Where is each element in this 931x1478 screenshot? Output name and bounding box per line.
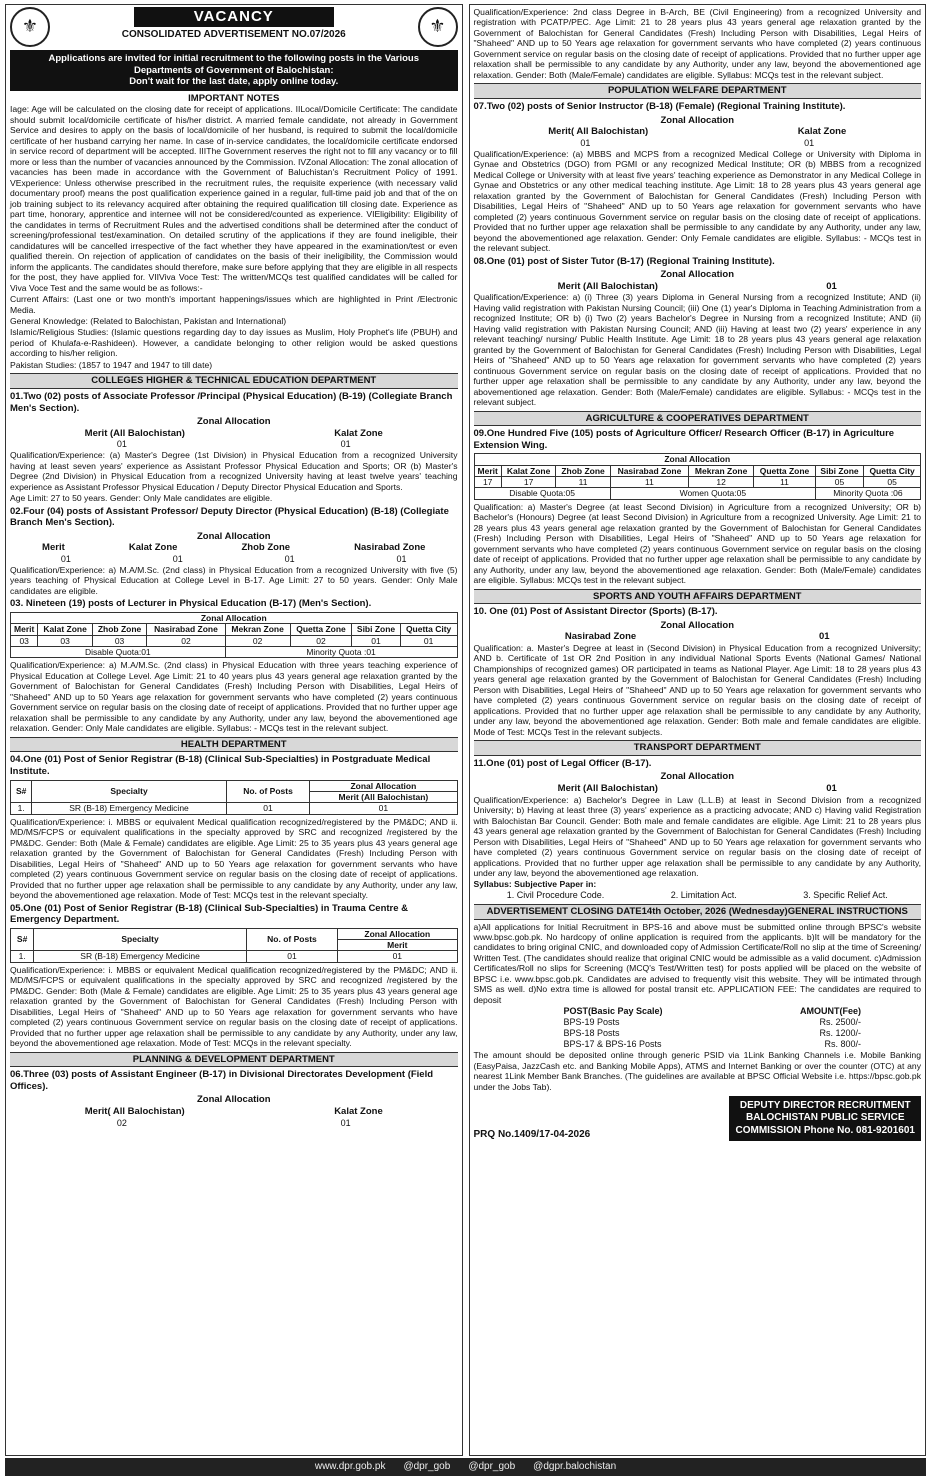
zonal-label: Zonal Allocation xyxy=(196,416,271,428)
zone-col: Nasirabad Zone xyxy=(564,631,637,643)
facebook-handle[interactable]: @dgpr.balochistan xyxy=(533,1460,617,1472)
signature-box: DEPUTY DIRECTOR RECRUITMENT BALOCHISTAN PUBLIC SERVICE COMMISSION Phone No. 081-9201601 xyxy=(729,1096,921,1141)
zone-col: Kalat Zone xyxy=(797,126,847,138)
table-header: Sibi Zone xyxy=(815,465,863,476)
table-header: Sibi Zone xyxy=(352,624,400,635)
table-header: Nasirabad Zone xyxy=(610,465,688,476)
intro-banner: Applications are invited for initial recruitment to the following posts in the Various Departments of Government of Balochistan: Don't wait for the last date, apply online today. xyxy=(10,50,458,91)
table-header: Quetta City xyxy=(400,624,457,635)
zone-val: 01 xyxy=(396,554,407,565)
post-09-zone-table xyxy=(474,453,922,499)
table-cell: 01 xyxy=(400,635,457,646)
post-07-title: 07.Two (02) posts of Senior Instructor (B-18) (Female) (Regional Training Institute). xyxy=(473,100,846,112)
table-cell: 12 xyxy=(689,477,754,488)
post-09-qualification: Qualification: a) Master's Degree (at least Second Division) in Agriculture from a recognized University; OR b) Bachelor's (Honours) Degree (at least Second Division) in Agriculture from a recognized University. Age Limit: 21 to 28 years plus 43 years general age relaxation granted by the Government of Balochistan for General Candidates (Fresh) Including Person with Disabilities, Legal Heirs of "Shaheed" AND up to 50 Years age relaxation for government servants who have completed (2) years continuous Government service on regular basis on the closing date of receipt of applications. Provided that no further upper age relaxation shall be permissible to any candidate by any Authority, under any law, beyond the abovementioned age relaxation. Gender: Both (Male/Female) candidates are eligible. Syllabus: MCQs test in the relevant subject. xyxy=(473,501,921,586)
table-cell: 02 xyxy=(225,635,290,646)
table-header: Specialty xyxy=(34,928,247,951)
fee-row: BPS-17 & BPS-16 Posts Rs. 800/- xyxy=(563,1039,861,1050)
post-01-age: Age Limit: 27 to 50 years. Gender: Only Male candidates are eligible. xyxy=(10,493,273,504)
social-footer xyxy=(5,1458,926,1476)
post-03-qualification: Qualification/Experience: a) M.A/M.Sc. (2nd class) in Physical Education with three years teaching experience of Physical Education at College Level. Age Limit: 21 to 40 years plus 43 years general age relaxation granted by the Government of Balochistan for General Candidates (Fresh) Including Person with Disabilities, Legal Heirs of "Shaheed" AND up to 50 Years age relaxation for government servants who have completed (2) years continuous Government service on regular basis on the closing date of receipt of applications. Provided that no further upper age relaxation shall be permissible to any candidate by any Authority, under any law, beyond the abovementioned age relaxation. Gender: Only Male candidates are eligible. Syllabus: - MCQs test in the relevant subject. xyxy=(10,660,458,734)
zonal-label: Zonal Allocation xyxy=(196,530,271,542)
dept-agriculture: AGRICULTURE & COOPERATIVES DEPARTMENT xyxy=(474,411,922,427)
fee-header: POST(Basic Pay Scale) AMOUNT(Fee) xyxy=(563,1006,861,1017)
zonal-label: Zonal Allocation xyxy=(660,269,735,281)
zone-val: 01 xyxy=(284,554,295,565)
table-cell: SR (B-18) Emergency Medicine xyxy=(34,951,247,962)
table-header: Zhob Zone xyxy=(92,624,146,635)
zone-col: Kalat Zone xyxy=(334,1105,383,1117)
zone-col: Merit( All Balochistan) xyxy=(548,126,649,138)
dept-sports: SPORTS AND YOUTH AFFAIRS DEPARTMENT xyxy=(474,589,922,605)
table-cell: 03 xyxy=(38,635,92,646)
table-header: Quetta Zone xyxy=(290,624,352,635)
notes-general-knowledge: General Knowledge: (Related to Balochistan, Pakistan and International) xyxy=(10,316,287,326)
notes-body: Iage: Age will be calculated on the closing date for receipt of applications. IILocal/Domicile Certificate: The candidate should submit local/domicile certificate of his/her district. A married female candidate, not already in Government Service and desires to apply on the basis of local/domicile of her husband, is required to submit the local/domicile certificate of her husband carrying her name. In case of in-service candidates, the local/domicile certificate endorsed in service record of department will be accepted. IIIThe Government reserves the right not to fill any vacancy or to fill more or less than the number of vacancies announced by the Commission. IVZonal Allocation: The zonal allocation of vacancies has been made in accordance with the Government of Baluchistan's Recruitment Policy of 1991. VExperience: Unless otherwise prescribed in the recruitment rules, the requisite experience (with necessary valid documentary proof) means the post qualification experience gained in a regular, full-time paid job and that of the on job training subject to its relevancy acquired after obtaining the required qualification till closing date. Experience as part time, honorary, apprentice and internee will not be considered/counted as experience. VIEligibility: Eligibility of the candidates in terms of Recruitment Rules and the advertised conditions shall be determined after the conduct of screening/professional test/examination. On detailed scrutiny of the applications if they are found ineligible, their candidatures will be cancelled irrespective of the fact whether they have appeared in the examination/test or even qualified therein. On rejection of application of candidates on the basis of their ineligibility, the Commission would inform the applicants. The candidates should therefore, make sure before applying that they are eligible in all respects for the post, they have applied for. VIIViva Voce Test: The written/MCQs test qualified candidates will be called for Viva Voce Test and the same would be as follows:- xyxy=(10,104,458,293)
table-header: Kalat Zone xyxy=(501,465,555,476)
table-header: Zonal Allocation xyxy=(310,780,457,791)
dept-transport: TRANSPORT DEPARTMENT xyxy=(474,740,922,756)
table-header: Quetta Zone xyxy=(754,465,816,476)
table-cell: 02 xyxy=(290,635,352,646)
notes-pakistan-studies: Pakistan Studies: (1857 to 1947 and 1947 to till date) xyxy=(10,359,213,370)
quota-cell: Disable Quota:01 xyxy=(11,647,226,658)
zonal-label: Zonal Allocation xyxy=(474,454,921,465)
post-01-qualification: Qualification/Experience: (a) Master's Degree (1st Division) in Physical Education from a recognized University having at least seven years' experience as Assistant Professor Physical Education and Sports; OR (b) Master's Degree (2nd Division) in Physical Education from a recognized University having at least twelve years' teaching experience as Assistant Professor Physical Education / Deputy Director Physical Education and Sports. xyxy=(10,450,458,492)
table-cell: 01 xyxy=(310,803,457,814)
post-06-title: 06.Three (03) posts of Assistant Engineer (B-17) in Divisional Directorates Development (Field Offices). xyxy=(10,1069,434,1092)
twitter-handle[interactable]: @dpr_gob xyxy=(403,1460,451,1472)
table-cell: 03 xyxy=(11,635,38,646)
zone-val: 01 xyxy=(172,554,183,565)
zone-col: Merit (All Balochistan) xyxy=(557,280,658,292)
table-cell: 01 xyxy=(338,951,457,962)
instagram-handle[interactable]: @dpr_gob xyxy=(468,1460,516,1472)
table-header: Specialty xyxy=(32,780,227,803)
table-cell: 1. xyxy=(11,803,32,814)
vacancy-title: VACANCY xyxy=(134,7,334,27)
table-header: S# xyxy=(11,928,34,951)
notes-current-affairs: Current Affairs: (Last one or two month's important happenings/issues which are highlighted in Print /Electronic Media. xyxy=(10,294,458,315)
post-06-qualification: Qualification/Experience: 2nd class Degree in B-Arch, BE (Civil Engineering) from a recognized University and registration with PCATP/PEC. Age Limit: 21 to 28 years plus 43 years general age relaxation granted by the Government of Balochistan for General Candidates (Fresh) Including Person with Disabilities, Legal Heirs of "Shaheed" AND up to 50 Years age relaxation for government servants who have completed (2) years continuous Government service on regular basis on the closing date of receipt of applications. Provided that no further upper age relaxation shall be permissible to any candidate by any Authority, under any law, beyond the abovementioned age relaxation. Gender: Both (Male/Female) candidates are eligible. Syllabus: MCQs test in the relevant subject. xyxy=(473,7,921,80)
table-header: Quetta City xyxy=(864,465,921,476)
post-08-title: 08.One (01) post of Sister Tutor (B-17) (Regional Training Institute). xyxy=(473,255,775,267)
table-header: Merit xyxy=(474,465,501,476)
zone-col: Kalat Zone xyxy=(334,427,383,439)
post-04-table xyxy=(10,780,458,815)
table-cell: 17 xyxy=(474,477,501,488)
zone-col: Merit( All Balochistan) xyxy=(84,1105,185,1117)
zone-val: 01 xyxy=(580,137,591,148)
zone-col: Nasirabad Zone xyxy=(354,542,426,554)
zonal-label: Zonal Allocation xyxy=(11,613,458,624)
zone-col: Merit (All Balochistan) xyxy=(557,783,658,795)
table-cell: 11 xyxy=(754,477,816,488)
table-cell: 05 xyxy=(815,477,863,488)
table-header: Merit xyxy=(338,940,457,951)
post-02-title: 02.Four (04) posts of Assistant Professor/ Deputy Director (Physical Education) (B-18) (Collegiate Branch Men's Section). xyxy=(10,505,449,529)
right-column xyxy=(469,4,927,1456)
table-cell: 17 xyxy=(501,477,555,488)
zone-val: 01 xyxy=(340,439,351,450)
quota-cell: Minority Quota :01 xyxy=(225,647,457,658)
subject-item: 2. Limitation Act. xyxy=(670,889,737,900)
table-header: Kalat Zone xyxy=(38,624,92,635)
quota-cell: Women Quota:05 xyxy=(610,488,815,499)
post-09-title: 09.One Hundred Five (105) posts of Agriculture Officer/ Research Officer (B-17) in Agriculture Extension Wing. xyxy=(473,428,895,451)
post-10-title: 10. One (01) Post of Assistant Director (Sports) (B-17). xyxy=(473,606,718,618)
dept-planning: PLANNING & DEVELOPMENT DEPARTMENT xyxy=(10,1052,458,1068)
syllabus-label: Syllabus: Subjective Paper in: xyxy=(473,879,597,890)
advert-header xyxy=(10,7,458,47)
closing-date-banner: ADVERTISEMENT CLOSING DATE14th October, 2026 (Wednesday)GENERAL INSTRUCTIONS xyxy=(474,904,922,920)
table-header: Mekran Zone xyxy=(225,624,290,635)
table-cell: SR (B-18) Emergency Medicine xyxy=(32,803,227,814)
zone-val: 01 xyxy=(826,783,837,795)
fee-row: BPS-18 Posts Rs. 1200/- xyxy=(563,1028,861,1039)
zone-val: 01 xyxy=(819,631,830,643)
dept-population: POPULATION WELFARE DEPARTMENT xyxy=(474,83,922,99)
post-02-qualification: Qualification/Experience: a) M.A/M.Sc. (2nd class) in Physical Education from a recognized University with five (5) years teaching of Physical Education at College Level in B-17. Age Limit: 27 to 50 years. Gender: Only Male candidates are eligible. xyxy=(10,564,458,596)
prq-number: PRQ No.1409/17-04-2026 xyxy=(473,1128,591,1140)
quota-cell: Minority Quota :06 xyxy=(815,488,920,499)
table-header: Merit xyxy=(11,624,38,635)
subject-item: 1. Civil Procedure Code. xyxy=(506,889,605,900)
table-cell: 01 xyxy=(352,635,400,646)
notes-title: IMPORTANT NOTES xyxy=(188,92,280,104)
dept-colleges: COLLEGES HIGHER & TECHNICAL EDUCATION DEPARTMENT xyxy=(10,373,458,389)
zone-val: 01 xyxy=(804,137,815,148)
zone-val: 01 xyxy=(116,439,127,450)
post-01-title: 01.Two (02) posts of Associate Professor /Principal (Physical Education) (B-19) (Collegiate Branch Men's Section). xyxy=(10,391,453,414)
table-header: No. of Posts xyxy=(246,928,337,951)
fee-row: BPS-19 Posts Rs. 2500/- xyxy=(563,1017,861,1028)
post-05-title: 05.One (01) Post of Senior Registrar (B-18) (Clinical Sub-Specialties) in Trauma Centre & Emergency Department. xyxy=(10,902,409,926)
footer-area xyxy=(474,1096,922,1141)
table-header: Nasirabad Zone xyxy=(147,624,225,635)
table-header: S# xyxy=(11,780,32,803)
post-10-qualification: Qualification: a. Master's Degree at least in (Second Division) in Physical Education from a recognized University; AND b. Certificate of 1st OR 2nd Position in any individual National Sports Events (National Games/ National Championships of recognized games) OR participated in teams as National Player. Age Limit: 18 to 28 years plus 43 years general age relaxation granted by the Government of Balochistan for General Candidates (Fresh) Including Person with Disabilities, Legal Heirs of "Shaheed" AND up to 50 Years age relaxation for government servants who have completed (2) years continuous Government service on regular basis on the closing date of receipt of applications. Provided that no further upper age relaxation shall be permissible to any candidate by any Authority, under any law, beyond the abovementioned age relaxation. Gender: Both male and female candidates are eligible. Mode of Test: MCQs Test in the relevant subjects. xyxy=(473,642,921,737)
zone-col: Kalat Zone xyxy=(128,542,178,554)
table-cell: 1. xyxy=(11,951,34,962)
table-header: Zonal Allocation xyxy=(338,928,457,939)
post-03-title: 03. Nineteen (19) posts of Lecturer in Physical Education (B-17) (Men's Section). xyxy=(10,598,372,610)
table-cell: 05 xyxy=(864,477,921,488)
zonal-label: Zonal Allocation xyxy=(660,619,735,631)
payment-instructions: The amount should be deposited online through generic PSID via 1Link Banking Channels i.e. Mobile Banking (EasyPaisa, JazzCash etc. and Banking Mobile Apps), ATMS and Internet Banking or over the counter (OTC) at any nearest 1Link Member Bank Branches. (The guidelines are available at BPSC Official Website i.e. https://bpsc.gob.pk under the Jobs Tab). xyxy=(473,1050,921,1092)
dept-health: HEALTH DEPARTMENT xyxy=(10,737,458,753)
bpsc-emblem-icon: ⚜ xyxy=(418,7,458,47)
table-header: No. of Posts xyxy=(226,780,309,803)
table-cell: 02 xyxy=(147,635,225,646)
post-04-qualification: Qualification/Experience: i. MBBS or equivalent Medical qualification recognized/registered by the PM&DC; AND ii. MD/MS/FCPS or equivalent qualifications in the specialty approved by SRC and recognized /registered by the PM&DC. Gender: Both (Male & Female) candidates are eligible. Age Limit: 25 to 35 years plus 43 years general age relaxation granted by the Government of Balochistan for General Candidates (Fresh) Including Person with Disabilities, Legal Heirs of "Shaheed" AND up to 50 Years age relaxation for government servants who have completed (2) years continuous Government service on regular basis on the closing date of receipt of applications. Provided that no further upper age relaxation shall be permissible to any candidate by any Authority, under any law, beyond the abovementioned age relaxation. Mode of Test: MCQs test in the relevant specialty. xyxy=(10,816,458,901)
post-05-table xyxy=(10,928,458,963)
general-instructions: a)All applications for Initial Recruitment in BPS-16 and above must be submitted online through BPSC's website www.bpsc.gob.pk. No hardcopy of online application is required from the applicants. b)It will be mandatory for the candidates to bring original CNIC, and downloaded copy of Admission Certificate/Roll no slip at the time of Screening/ Written Test. (The candidates should realize that original CNIC would be admissible as a valid document. c)Admission Certificates/Roll no slips for Screening (MCQ's Test/Written test) for posts applied will be placed on the website of BPSC i.e. www.bpsc.gob.pk. Candidates are advised to frequently visit this website. They will be intimated through SMS as well. d)No extra time is allowed for postal transit etc. APPLICATION FEE: The candidates are required to deposit xyxy=(473,921,921,1005)
post-04-title: 04.One (01) Post of Senior Registrar (B-18) (Clinical Sub-Specialties) in Postgraduate Medical Institute. xyxy=(10,754,431,777)
zonal-label: Zonal Allocation xyxy=(660,771,735,783)
notes-islamic-studies: Islamic/Religious Studies: (Islamic questions regarding day to day issues as Muslim, Holy Prophet's life (PBUH) and period of Khulafa-e-Rashideen). However, a candidate belonging to other religion would be asked questions according to his/her religion. xyxy=(10,327,458,359)
table-cell: 11 xyxy=(556,477,610,488)
table-cell: 03 xyxy=(92,635,146,646)
table-header: Merit (All Balochistan) xyxy=(310,791,457,802)
table-cell: 01 xyxy=(226,803,309,814)
zone-val: 01 xyxy=(826,280,837,292)
post-07-qualification: Qualification/Experience: (a) MBBS and MCPS from a recognized Medical College or University with Diploma in Gynae and Obstetrics (DGO) from PGMI or any recognized Medical Institute; OR (b) MBBS from a recognized Medical College or University with at least five years' teaching experience as Demonstrator in any Medical College in Gynae and Obstetrics or any other medical teaching institute. Age Limit: 18 to 28 years plus 43 years general age relaxation granted by the Government of Balochistan for General Candidates (Fresh) Including Person with Disabilities, Legal Heirs of "Shaheed" AND up to 50 Years age relaxation for government servants who have completed (2) years continuous Government service on regular basis on the closing date of receipt of applications. Provided that no further upper age relaxation shall be permissible to any candidate by any Authority, under any law, beyond the abovementioned age relaxation. Gender: Only Female candidates are eligible. Syllabus: - MCQs test in the relevant subject. xyxy=(473,148,921,254)
table-cell: 01 xyxy=(246,951,337,962)
table-header: Zhob Zone xyxy=(556,465,610,476)
advert-number: CONSOLIDATED ADVERTISEMENT NO.07/2026 xyxy=(121,29,346,41)
post-08-qualification: Qualification/Experience: a) (i) Three (3) years Diploma in General Nursing from a recognized Institute; AND (ii) Having valid registration with Pakistan Nursing Council; (iii) One (1) year's Diploma in Teaching Administration from a recognized Institute; OR b) (i) Two (2) years Bachelor's Degree in Nursing from a recognized Institute; AND (ii) Having valid registration with Pakistan Nursing Council; AND (iii) Having at least two (2) years' experience in any relevant teaching/ nursing/ Public Health Institute. Age Limit: 18 to 28 years plus 43 years general age relaxation granted by the Government of Balochistan for General Candidates (Fresh) Including Person with Disabilities, Legal Heirs of "Shaheed" AND up to 50 Years age relaxation for government servants who have completed (2) years continuous Government service on regular basis on the closing date of receipt of applications. Provided that no further upper age relaxation shall be permissible to any candidate by any Authority, under any law, beyond the abovementioned age relaxation. Gender: Both (Male/Female) candidates are eligible. Syllabus: - MCQs test in the relevant subject. xyxy=(473,292,921,408)
zone-val: 01 xyxy=(60,554,71,565)
zone-val: 01 xyxy=(340,1117,351,1128)
left-column xyxy=(5,4,463,1456)
quota-cell: Disable Quota:05 xyxy=(474,488,610,499)
zone-col: Merit (All Balochistan) xyxy=(84,427,185,439)
post-11-qualification: Qualification/Experience: a) Bachelor's Degree in Law (L.L.B) at least in Second Division from a recognized University; b) Having at least three (3) years' experience as a practicing advocate; AND c) Having valid Registration with Balochistan Bar Council. Gender: Both male and female candidates are eligible. Age Limit: 21 to 28 years plus 43 years general age relaxation granted by the Government of Balochistan for General Candidates (Fresh) Including Person with Disabilities, Legal Heirs of "Shaheed" AND up to 50 Years age relaxation for government servants who have completed (2) years continuous Government service on regular basis on the closing date of receipt of applications. Provided that no further upper age relaxation shall be permissible to any candidate by any Authority, under any law, beyond the abovementioned age relaxation. xyxy=(473,794,921,878)
post-05-qualification: Qualification/Experience: i. MBBS or equivalent Medical qualification recognized/registered by the PM&DC; AND ii. MD/MS/FCPS or equivalent qualifications in the specialty approved by SRC and recognized /registered by the PM&DC. Gender: Both (Male & Female) candidates are eligible. Age Limit: 25 to 35 years plus 43 years general age relaxation granted by the Government of Balochistan for General Candidates (Fresh) Including Person with Disabilities, Legal Heirs of "Shaheed" AND up to 50 Years age relaxation for government servants who have completed (2) years continuous Government service on regular basis on the closing date of receipt of applications. Provided that no further upper age relaxation shall be permissible to any candidate by any Authority, under any law, beyond the abovementioned age relaxation. Mode of Test: MCQs in the relevant specialty. xyxy=(10,964,458,1049)
post-11-title: 11.One (01) post of Legal Officer (B-17). xyxy=(473,757,652,769)
website-link[interactable]: www.dpr.gob.pk xyxy=(314,1460,386,1472)
post-03-zone-table xyxy=(10,612,458,658)
zonal-label: Zonal Allocation xyxy=(196,1094,271,1106)
subject-item: 3. Specific Relief Act. xyxy=(803,889,888,900)
zonal-label: Zonal Allocation xyxy=(660,114,735,126)
zone-col: Merit xyxy=(42,542,65,554)
zone-col: Zhob Zone xyxy=(241,542,291,554)
table-header: Mekran Zone xyxy=(689,465,754,476)
balochistan-emblem-icon: ⚜ xyxy=(10,7,50,47)
zone-val: 02 xyxy=(116,1117,127,1128)
table-cell: 11 xyxy=(610,477,688,488)
